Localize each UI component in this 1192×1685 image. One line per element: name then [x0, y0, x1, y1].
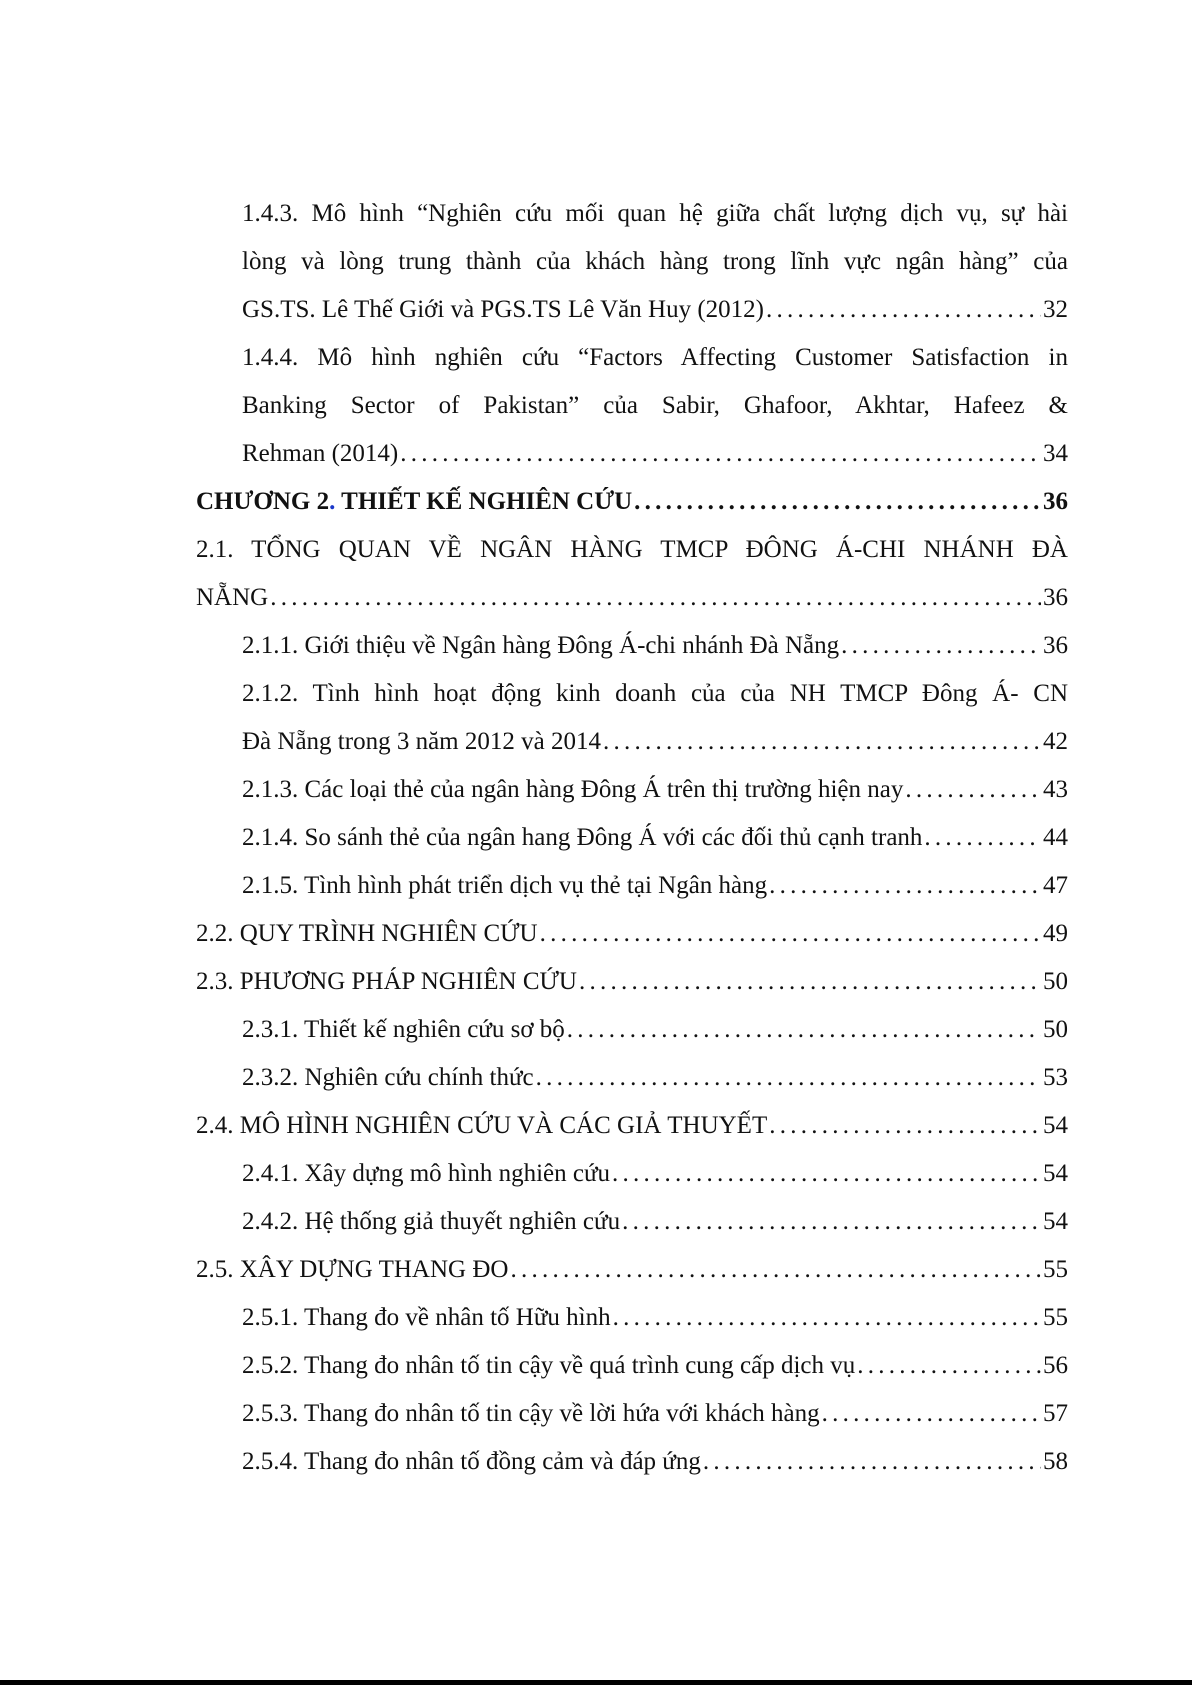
toc-entry-line	[242, 286, 1068, 334]
toc-dot-leader	[622, 1198, 1041, 1246]
toc-page-number: 54	[1043, 1208, 1068, 1235]
toc-page-number: 42	[1043, 728, 1068, 755]
toc-dot-leader	[769, 862, 1041, 910]
toc-entry	[242, 814, 1068, 862]
toc-entry-text: CHƯƠNG 2. THIẾT KẾ NGHIÊN CỨU	[196, 488, 633, 515]
toc-dot-leader	[766, 286, 1041, 334]
toc-page-number: 55	[1043, 1256, 1068, 1283]
toc-entry	[242, 1150, 1068, 1198]
toc-entry	[196, 1102, 1068, 1150]
toc-entry-text: 2.3.2. Nghiên cứu chính thức	[242, 1064, 534, 1091]
toc-entry-text: 2.5.4. Thang đo nhân tố đồng cảm và đáp ứng	[242, 1448, 701, 1475]
toc-entry	[242, 862, 1068, 910]
toc-page-number: 49	[1043, 920, 1068, 947]
toc-page-number: 36	[1043, 632, 1068, 659]
toc-dot-leader	[924, 814, 1041, 862]
toc-dot-leader	[769, 1102, 1041, 1150]
toc-entry	[242, 670, 1068, 766]
toc-dot-leader	[634, 478, 1041, 526]
toc-page-number: 32	[1043, 296, 1068, 323]
toc-page-number: 57	[1043, 1400, 1068, 1427]
toc-page-number: 47	[1043, 872, 1068, 899]
toc-dot-leader	[536, 1054, 1041, 1102]
toc-dot-leader	[905, 766, 1041, 814]
toc-entry-line	[196, 1246, 1068, 1294]
toc-entry-text: 2.1. TỔNG QUAN VỀ NGÂN HÀNG TMCP ĐÔNG Á-CHI NHÁNH ĐÀ	[196, 536, 1068, 563]
toc-entry-line	[242, 1150, 1068, 1198]
toc-entry	[196, 526, 1068, 622]
toc-entry-line	[242, 1006, 1068, 1054]
toc-page-number: 43	[1043, 776, 1068, 803]
toc-entry-line	[242, 334, 1068, 382]
toc-entry-line	[242, 190, 1068, 238]
toc-dot-leader	[400, 430, 1041, 478]
toc-entry	[242, 1294, 1068, 1342]
toc-entry-line	[242, 430, 1068, 478]
toc-entry-line	[242, 718, 1068, 766]
toc-entry-text: 2.1.3. Các loại thẻ của ngân hàng Đông Á trên thị trường hiện nay	[242, 776, 904, 803]
toc-page-number: 50	[1043, 968, 1068, 995]
page-bottom-edge	[0, 1680, 1192, 1685]
toc-entry-line	[196, 958, 1068, 1006]
toc-entry-line	[196, 478, 1068, 526]
toc-entry	[196, 478, 1068, 526]
toc-entry-line	[242, 1342, 1068, 1390]
toc-page-number: 36	[1043, 488, 1068, 515]
toc-entry-text: 1.4.4. Mô hình nghiên cứu “Factors Affecting Customer Satisfaction in	[242, 344, 1068, 371]
toc-entry	[242, 190, 1068, 334]
toc-entry	[242, 1342, 1068, 1390]
toc-page-number: 55	[1043, 1304, 1068, 1331]
toc-entry-text: 2.5. XÂY DỰNG THANG ĐO	[196, 1256, 509, 1283]
toc-entry	[196, 1246, 1068, 1294]
toc-dot-leader	[603, 718, 1041, 766]
toc-entry-text: 2.1.5. Tình hình phát triển dịch vụ thẻ tại Ngân hàng	[242, 872, 768, 899]
toc-entry-line	[242, 862, 1068, 910]
toc-entry-line	[196, 526, 1068, 574]
toc-dot-leader	[567, 1006, 1041, 1054]
toc-dot-leader	[613, 1294, 1041, 1342]
toc-entry-line	[242, 766, 1068, 814]
toc-dot-leader	[579, 958, 1041, 1006]
toc-entry-line	[196, 910, 1068, 958]
toc-entry	[242, 766, 1068, 814]
toc-entry-text: Rehman (2014)	[242, 440, 399, 467]
toc-entry-line	[242, 814, 1068, 862]
toc-entry-text: 2.3.1. Thiết kế nghiên cứu sơ bộ	[242, 1016, 565, 1043]
toc-dot-leader	[540, 910, 1041, 958]
toc-page-number: 34	[1043, 440, 1068, 467]
toc-entry	[242, 622, 1068, 670]
toc-page-number: 54	[1043, 1160, 1068, 1187]
toc-entry-text: 2.3. PHƯƠNG PHÁP NGHIÊN CỨU	[196, 968, 577, 995]
toc-entry-line	[242, 1054, 1068, 1102]
toc-page-number: 44	[1043, 824, 1068, 851]
toc-entry-text: Banking Sector of Pakistan” của Sabir, Ghafoor, Akhtar, Hafeez &	[242, 392, 1068, 419]
toc-entry-text: 2.4. MÔ HÌNH NGHIÊN CỨU VÀ CÁC GIẢ THUYẾT	[196, 1112, 768, 1139]
toc-entry-text: Đà Nẵng trong 3 năm 2012 và 2014	[242, 728, 601, 755]
toc-page-number: 56	[1043, 1352, 1068, 1379]
toc-page-number: 58	[1043, 1448, 1068, 1475]
toc-page-number: 54	[1043, 1112, 1068, 1139]
toc-entry-line	[242, 1198, 1068, 1246]
toc-entry-line	[242, 382, 1068, 430]
toc-entry	[196, 958, 1068, 1006]
toc-dot-leader	[841, 622, 1041, 670]
toc-page-number: 50	[1043, 1016, 1068, 1043]
toc-entry-line	[242, 238, 1068, 286]
toc-dot-leader	[510, 1246, 1041, 1294]
toc-entry-line	[196, 1102, 1068, 1150]
toc-entry-text: 2.1.4. So sánh thẻ của ngân hang Đông Á với các đối thủ cạnh tranh	[242, 824, 923, 851]
toc-entry-text: 2.5.3. Thang đo nhân tố tin cậy về lời hứa với khách hàng	[242, 1400, 820, 1427]
toc-entry	[242, 1198, 1068, 1246]
toc-entry-text: 2.4.1. Xây dựng mô hình nghiên cứu	[242, 1160, 611, 1187]
toc-entry-text: GS.TS. Lê Thế Giới và PGS.TS Lê Văn Huy (2012)	[242, 296, 764, 323]
toc-entry	[242, 1054, 1068, 1102]
toc-dot-leader	[612, 1150, 1041, 1198]
toc-entry-line	[242, 1438, 1068, 1486]
toc-entry-text: lòng và lòng trung thành của khách hàng trong lĩnh vực ngân hàng” của	[242, 248, 1068, 275]
toc-entry-text: 2.5.1. Thang đo về nhân tố Hữu hình	[242, 1304, 611, 1331]
toc-entry-line	[242, 1294, 1068, 1342]
toc-entry	[242, 1006, 1068, 1054]
toc-entry	[242, 1390, 1068, 1438]
toc-entry-text: 2.1.2. Tình hình hoạt động kinh doanh của của NH TMCP Đông Á- CN	[242, 680, 1068, 707]
toc-entry-text: 2.5.2. Thang đo nhân tố tin cậy về quá trình cung cấp dịch vụ	[242, 1352, 856, 1379]
toc-entry	[242, 1438, 1068, 1486]
toc-entry-text: 2.2. QUY TRÌNH NGHIÊN CỨU	[196, 920, 538, 947]
toc-page-number: 36	[1043, 584, 1068, 611]
toc-entry-text: NẴNG	[196, 584, 269, 611]
toc-entry-text: 2.4.2. Hệ thống giả thuyết nghiên cứu	[242, 1208, 621, 1235]
toc-entry-line	[242, 622, 1068, 670]
table-of-contents	[196, 190, 1068, 1486]
toc-entry	[242, 334, 1068, 478]
toc-entry-text: 2.1.1. Giới thiệu về Ngân hàng Đông Á-chi nhánh Đà Nẵng	[242, 632, 840, 659]
toc-dot-leader	[822, 1390, 1041, 1438]
toc-page-number: 53	[1043, 1064, 1068, 1091]
toc-entry-text: 1.4.3. Mô hình “Nghiên cứu mối quan hệ giữa chất lượng dịch vụ, sự hài	[242, 200, 1068, 227]
toc-dot-leader	[270, 574, 1041, 622]
toc-entry-line	[196, 574, 1068, 622]
toc-entry-line	[242, 670, 1068, 718]
toc-entry-line	[242, 1390, 1068, 1438]
toc-dot-leader	[857, 1342, 1041, 1390]
toc-entry	[196, 910, 1068, 958]
toc-dot-leader	[703, 1438, 1041, 1486]
